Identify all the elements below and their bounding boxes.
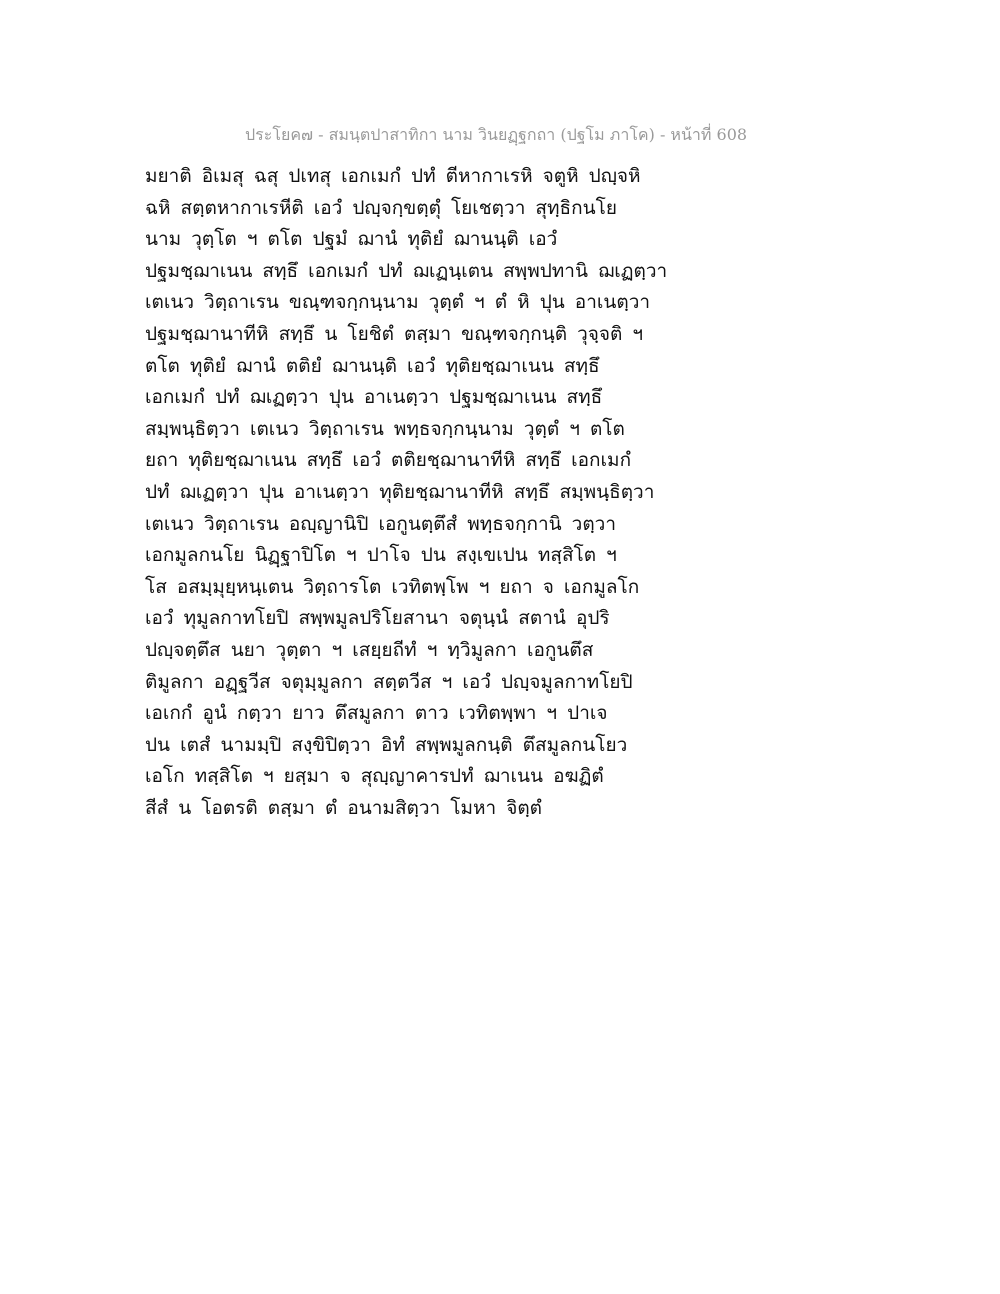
text-line: สมฺพนฺธิตฺวา เตเนว วิตฺถาเรน พทฺธจกฺกนฺนาม วุตฺตํ ฯ ตโต [145,417,625,440]
text-line: เตเนว วิตฺถาเรน ขณฺฑจกฺกนฺนาม วุตฺตํ ฯ ตํ หิ ปุน อาเนตฺวา [145,291,651,314]
text-line: เอโก ทสฺสิโต ฯ ยสฺมา จ สุญฺญาคารปทํ ฌาเนน อฆฏิตํ [145,765,604,788]
text-line: ปญฺจตฺตึส นยา วุตฺตา ฯ เสยฺยถีทํ ฯ ทฺวิมูลกา เอกูนตึส [145,638,594,661]
text-line: มยาติ อิเมสุ ฉสุ ปเทสุ เอกเมกํ ปทํ ตีหากาเรหิ จตูหิ ปญฺจหิ [145,165,641,187]
text-line: เอกเมกํ ปทํ ฌเฏตฺวา ปุน อาเนตฺวา ปฐมชฺฌาเนน สทฺธึ [145,386,603,409]
text-line: เอวํ ทุมูลกาทโยปิ สพฺพมูลปริโยสานา จตุนฺนํ สตานํ อุปริ [145,607,610,630]
text-line: ฉหิ สตฺตหากาเรหีติ เอวํ ปญฺจกฺขตฺตุํ โยเชตฺวา สุทฺธิกนโย [145,196,617,219]
text-line: เอกมูลกนโย นิฏฺฐาปิโต ฯ ปาโจ ปน สงฺเขเปน ทสฺสิโต ฯ [145,544,617,567]
text-line: ยถา ทุติยชฺฌาเนน สทฺธึ เอวํ ตติยชฺฌานาทีหิ สทฺธึ เอกเมกํ [145,449,632,472]
text-line: ปฐมชฺฌาเนน สทฺธึ เอกเมกํ ปทํ ฌเฏนฺเตน สพฺพปทานิ ฌเฏตฺวา [145,259,668,282]
text-line: สีสํ น โอตรติ ตสฺมา ตํ อนามสิตฺวา โมหา จิตฺตํ [145,796,543,819]
text-line: โส อสมฺมุยฺหนฺเตน วิตฺถารโต เวทิตพฺโพ ฯ ยถา จ เอกมูลโก [145,575,640,598]
text-line: ปน เตสํ นามมฺปิ สงฺขิปิตฺวา อิทํ สพฺพมูลกนฺติ ตึสมูลกนโยว [145,733,628,756]
body-text [145,161,705,824]
page-header: ประโยค๗ - สมนฺตปาสาทิกา นาม วินยฏฺฐกถา (ปฐโม ภาโค) - หน้าที่ 608 [245,125,748,144]
text-line: ปทํ ฌเฏตฺวา ปุน อาเนตฺวา ทุติยชฺฌานาทีหิ สทฺธึ สมฺพนฺธิตฺวา [145,480,655,503]
text-line: ตโต ทุติยํ ฌานํ ตติยํ ฌานนฺติ เอวํ ทุติยชฺฌาเนน สทฺธึ [145,354,600,377]
text-line: เอเกกํ อูนํ กตฺวา ยาว ตึสมูลกา ตาว เวทิตพฺพา ฯ ปาเจ [145,702,608,725]
text-line: ปฐมชฺฌานาทีหิ สทฺธึ น โยชิตํ ตสฺมา ขณฺฑจกฺกนฺติ วุจฺจติ ฯ [145,322,644,345]
text-line: เตเนว วิตฺถาเรน อญฺญานิปิ เอกูนตฺตึสํ พทฺธจกฺกานิ วตฺวา [145,512,617,535]
text-line: นาม วุตฺโต ฯ ตโต ปฐมํ ฌานํ ทุติยํ ฌานนฺติ เอวํ [145,228,558,251]
text-line: ติมูลกา อฏฺฐวีส จตุมฺมูลกา สตฺตวีส ฯ เอวํ ปญฺจมูลกาทโยปิ [145,670,633,693]
